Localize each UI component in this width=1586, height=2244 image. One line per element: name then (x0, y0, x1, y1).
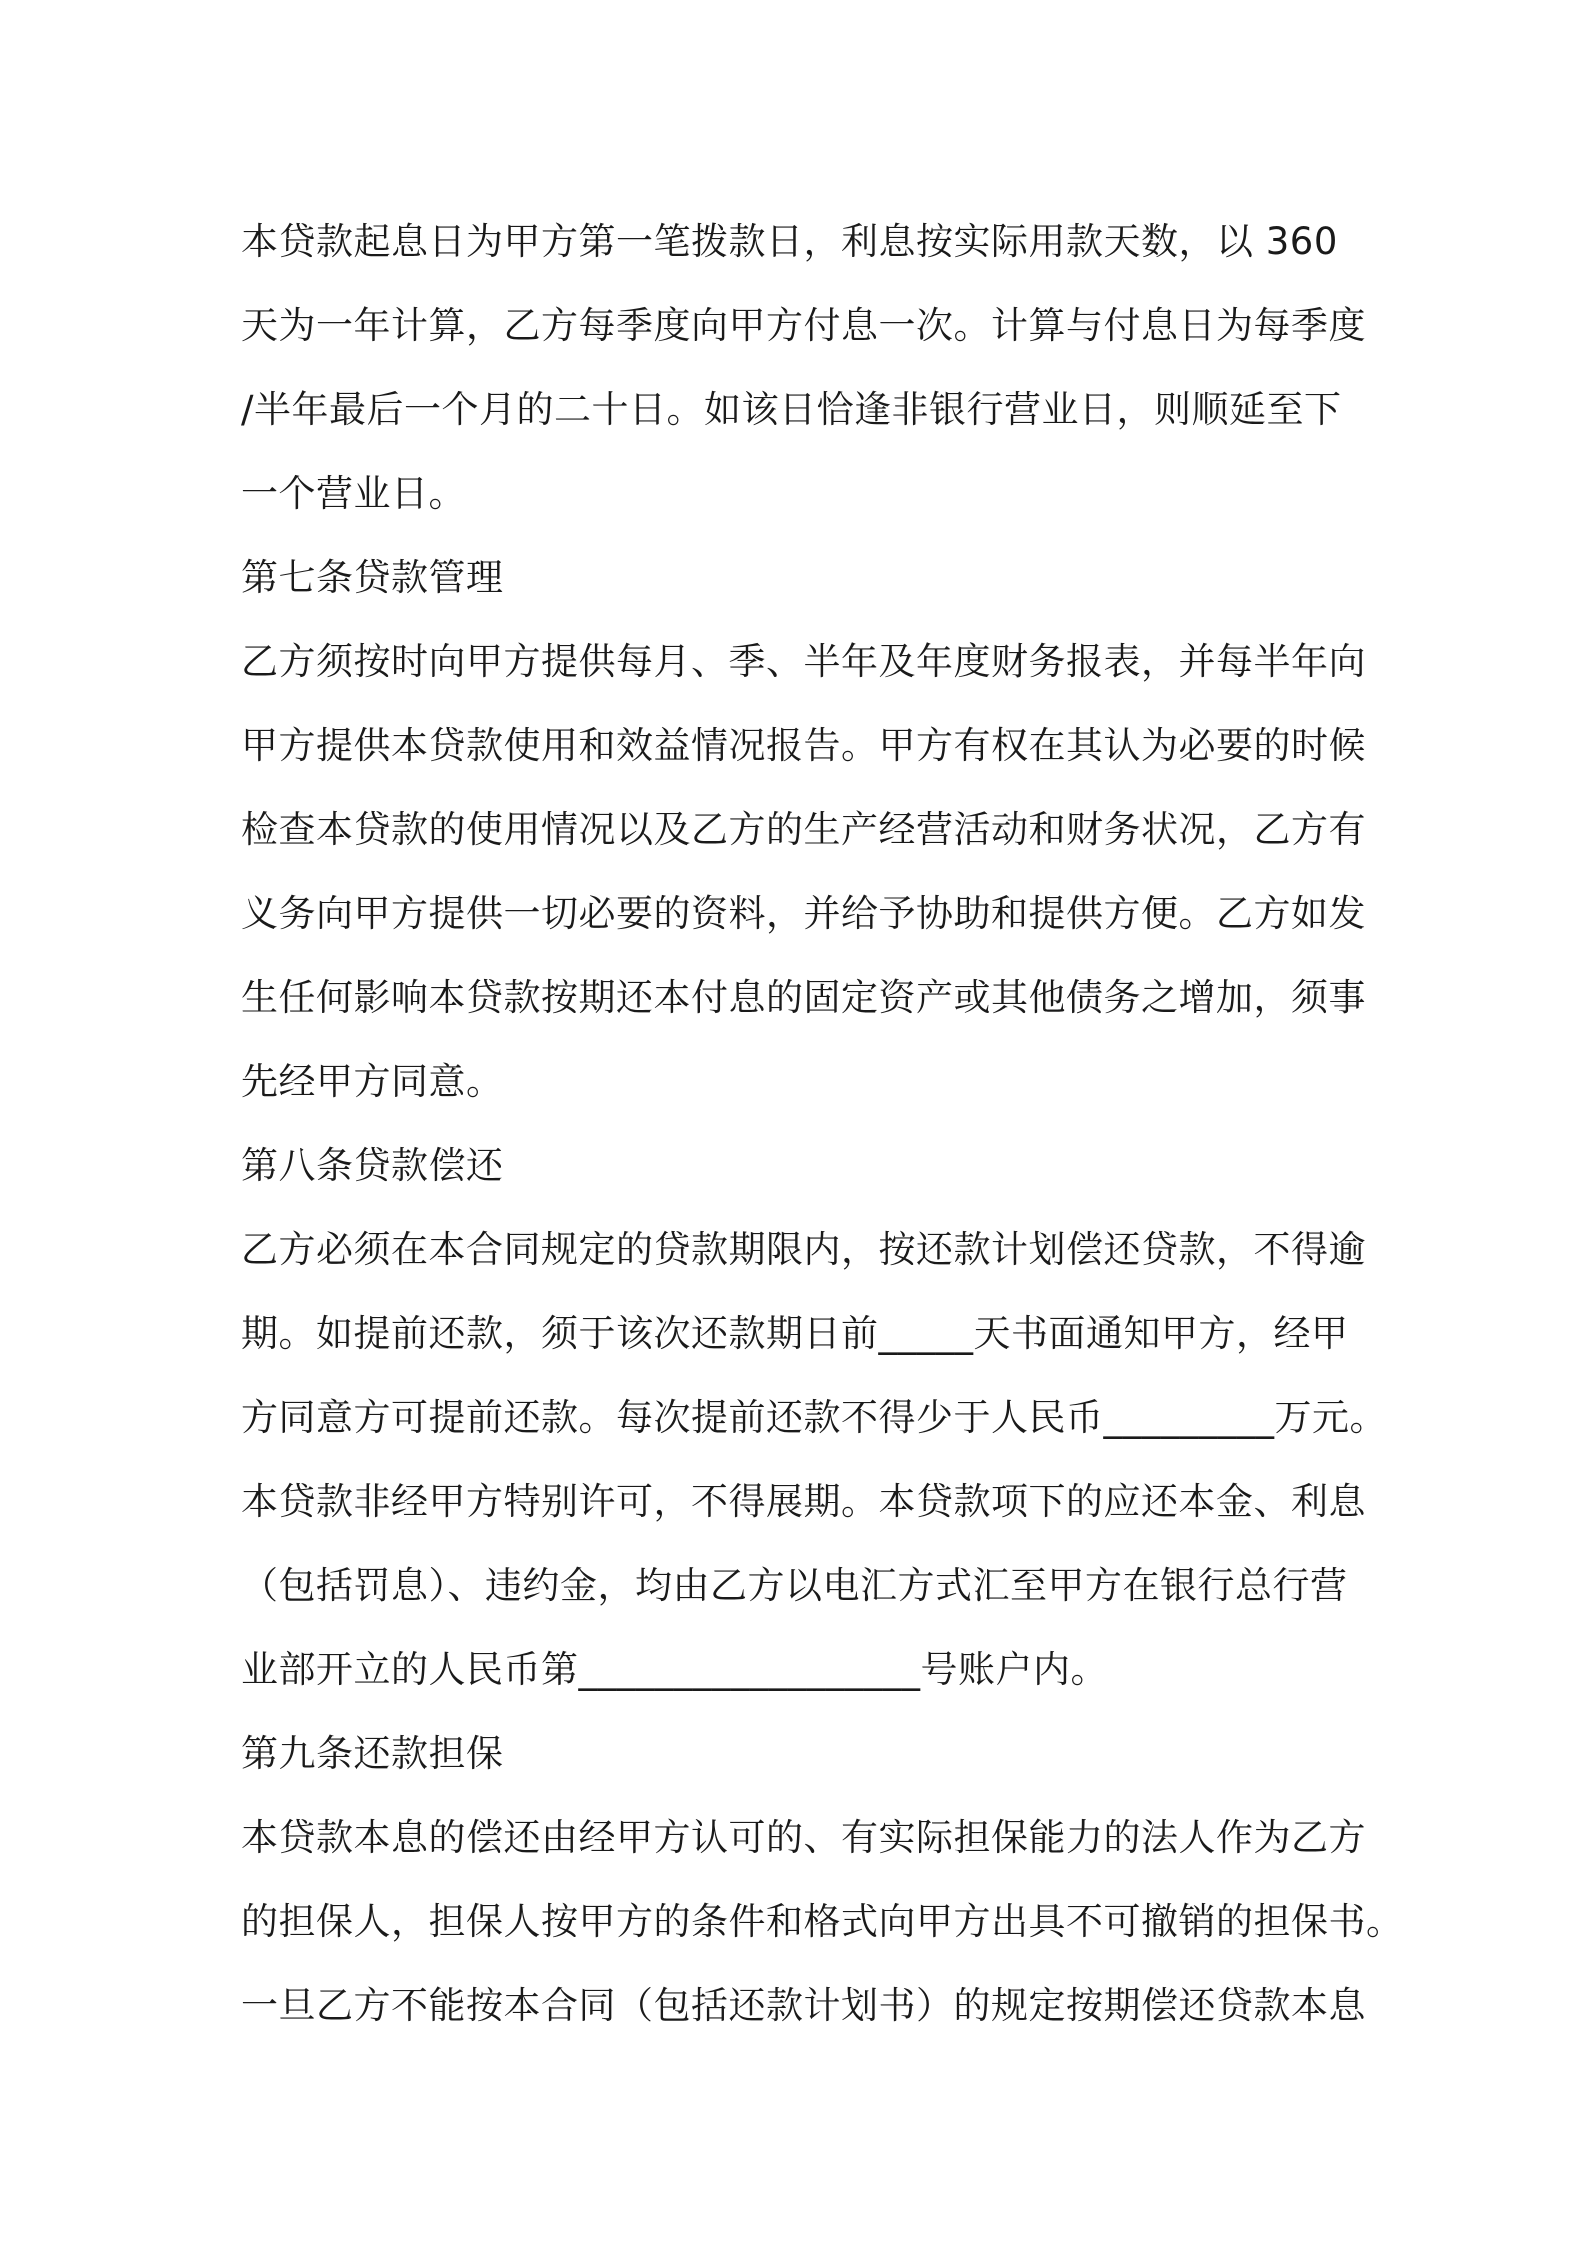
text-line: 一个营业日。 (241, 472, 466, 515)
text-line: 义务向甲方提供一切必要的资料，并给予协助和提供方便。乙方如发 (241, 892, 1366, 935)
paragraph-repayment-guarantee (241, 1796, 1404, 2048)
text-line: 乙方必须在本合同规定的贷款期限内，按还款计划偿还贷款，不得逾 (241, 1228, 1366, 1271)
text-line: 一旦乙方不能按本合同（包括还款计划书）的规定按期偿还贷款本息 (241, 1984, 1366, 2027)
text-line: 检查本贷款的使用情况以及乙方的生产经营活动和财务状况，乙方有 (241, 808, 1366, 851)
text-line: 业部开立的人民币第__________________号账户内。 (241, 1648, 1108, 1691)
text-line: 天为一年计算，乙方每季度向甲方付息一次。计算与付息日为每季度 (241, 304, 1366, 347)
document-body (241, 200, 1404, 2048)
paragraph-loan-management (241, 620, 1371, 1124)
section-heading: 第八条贷款偿还 (241, 1144, 504, 1187)
section-heading: 第七条贷款管理 (241, 556, 504, 599)
paragraph-interest-terms (241, 200, 1371, 536)
text-line: 方同意方可提前还款。每次提前还款不得少于人民币_________万元。 (241, 1396, 1387, 1439)
paragraph-loan-repayment (241, 1208, 1387, 1712)
section-heading: 第九条还款担保 (241, 1732, 504, 1775)
text-line: 甲方提供本贷款使用和效益情况报告。甲方有权在其认为必要的时候 (241, 724, 1366, 767)
text-line: 先经甲方同意。 (241, 1060, 504, 1103)
text-line: 生任何影响本贷款按期还本付息的固定资产或其他债务之增加，须事 (241, 976, 1366, 1019)
text-line: 本贷款非经甲方特别许可，不得展期。本贷款项下的应还本金、利息 (241, 1480, 1366, 1523)
text-line: 本贷款本息的偿还由经甲方认可的、有实际担保能力的法人作为乙方 (241, 1816, 1366, 1859)
text-line: （包括罚息）、违约金，均由乙方以电汇方式汇至甲方在银行总行营 (241, 1564, 1348, 1607)
text-line: /半年最后一个月的二十日。如该日恰逢非银行营业日，则顺延至下 (241, 388, 1342, 431)
text-line: 乙方须按时向甲方提供每月、季、半年及年度财务报表，并每半年向 (241, 640, 1366, 683)
heading-article-8 (241, 1124, 1371, 1208)
text-line: 的担保人，担保人按甲方的条件和格式向甲方出具不可撤销的担保书。 (241, 1900, 1404, 1943)
text-line: 期。如提前还款，须于该次还款期日前_____天书面通知甲方，经甲 (241, 1312, 1349, 1355)
heading-article-7 (241, 536, 1371, 620)
heading-article-9 (241, 1712, 1371, 1796)
text-line: 本贷款起息日为甲方第一笔拨款日，利息按实际用款天数，以 360 (241, 220, 1338, 263)
